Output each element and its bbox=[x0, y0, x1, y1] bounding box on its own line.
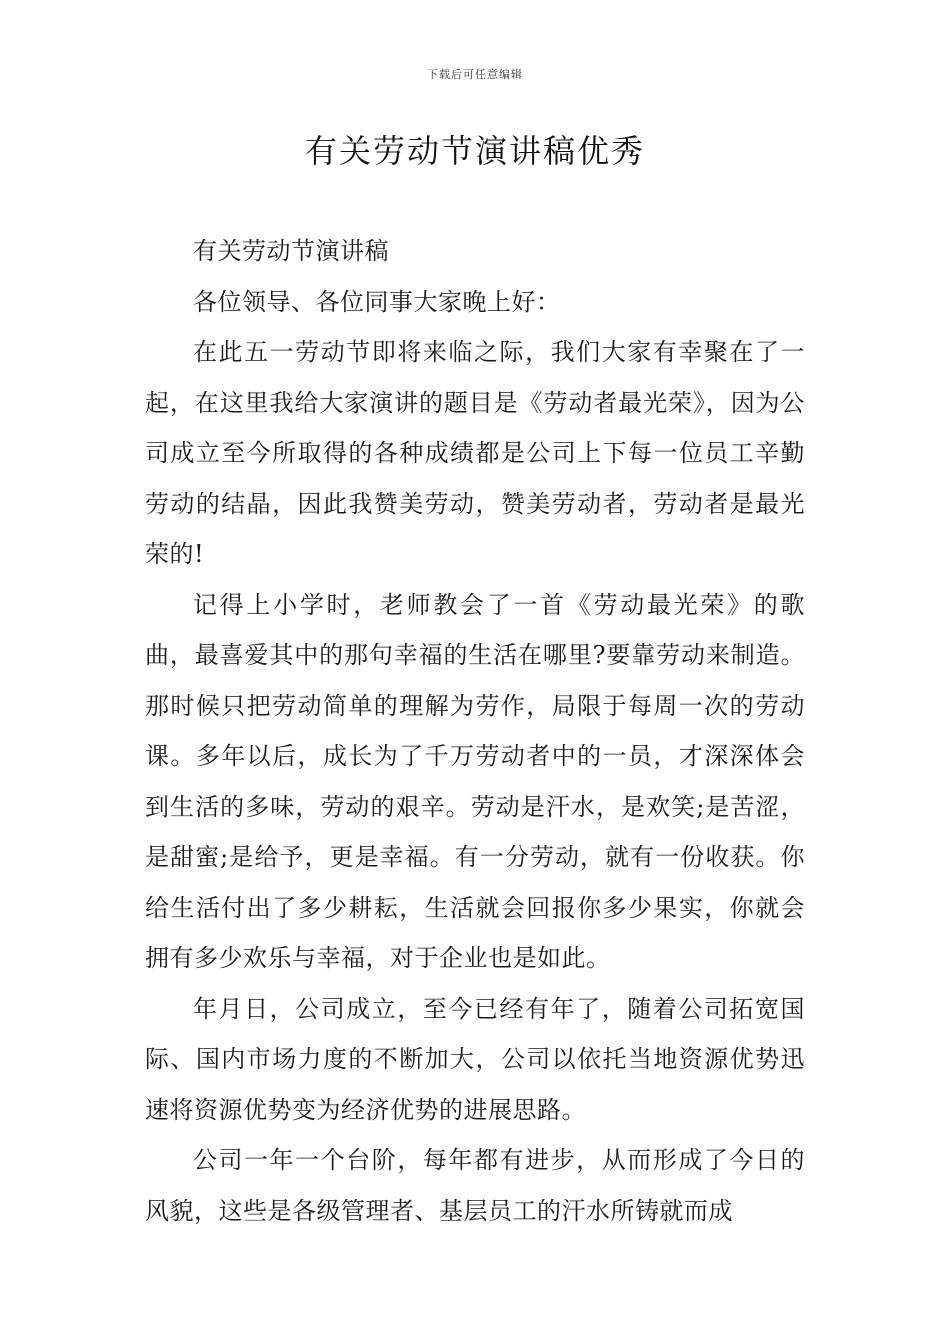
header-note: 下载后可任意编辑 bbox=[427, 68, 523, 81]
document-title: 有关劳动节演讲稿优秀 bbox=[304, 132, 645, 170]
paragraph: 有关劳动节演讲稿 bbox=[193, 237, 389, 265]
paragraph: 年月日，公司成立，至今已经有年了，随着公司拓宽国际、国内市场力度的不断加大，公司以依托当地资源优势迅速将资源优势变为经济优势的进展思路。 bbox=[145, 994, 805, 1124]
paragraph: 各位领导、各位同事大家晚上好： bbox=[193, 287, 561, 316]
paragraph: 公司一年一个台阶，每年都有进步，从而形成了今日的风貌，这些是各级管理者、基层员工的汗水所铸就而成 bbox=[145, 1146, 805, 1225]
document-body bbox=[145, 226, 805, 1236]
paragraph: 记得上小学时，老师教会了一首《劳动最光荣》的歌曲，最喜爱其中的那句幸福的生活在哪里?要靠劳动来制造。那时候只把劳动简单的理解为劳作，局限于每周一次的劳动课。多年以后，成长为了千万劳动者中的一员，才深深体会到生活的多味，劳动的艰辛。劳动是汗水，是欢笑;是苦涩，是甜蜜;是给予，更是幸福。有一分劳动，就有一份收获。你给生活付出了多少耕耘，生活就会回报你多少果实，你就会拥有多少欢乐与幸福，对于企业也是如此。 bbox=[145, 590, 805, 972]
paragraph: 在此五一劳动节即将来临之际，我们大家有幸聚在了一起，在这里我给大家演讲的题目是《劳动者最光荣》，因为公司成立至今所取得的各种成绩都是公司上下每一位员工辛勤劳动的结晶，因此我赞美劳动，赞美劳动者，劳动者是最光荣的! bbox=[145, 338, 805, 568]
